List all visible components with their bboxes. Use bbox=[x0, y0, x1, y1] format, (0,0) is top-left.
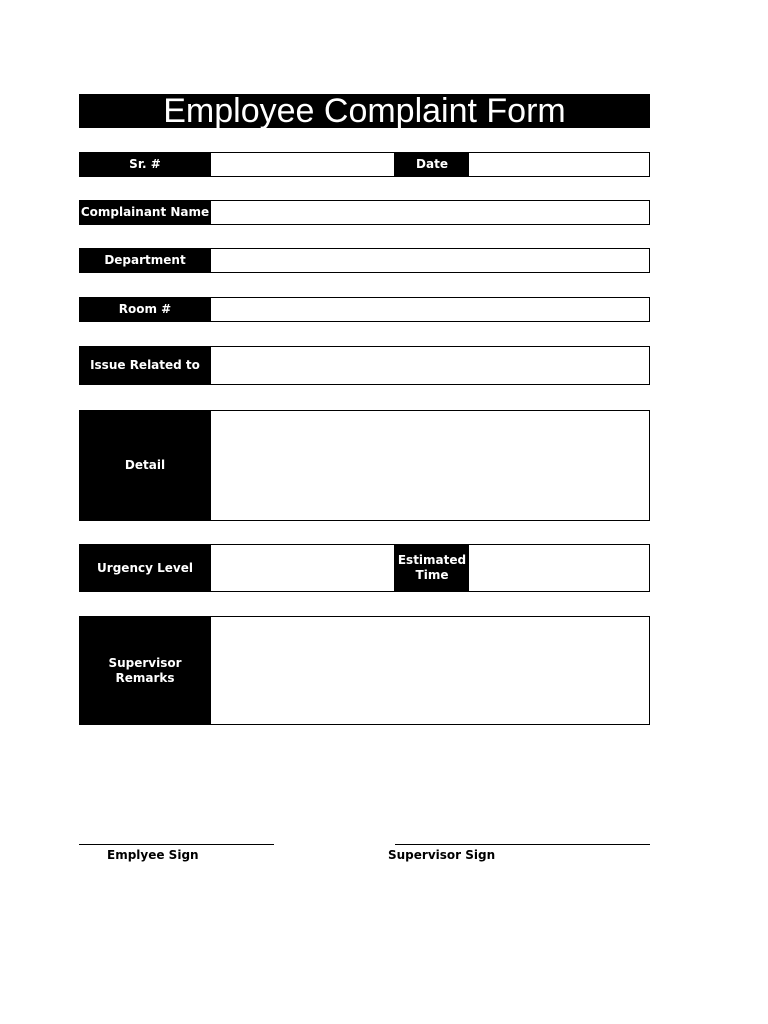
urgency-level-field[interactable] bbox=[210, 544, 395, 592]
form-title: Employee Complaint Form bbox=[79, 94, 650, 128]
sr-no-label: Sr. # bbox=[79, 152, 211, 177]
estimated-time-label bbox=[395, 544, 469, 592]
room-no-field[interactable] bbox=[210, 297, 650, 322]
row-supervisor-remarks bbox=[79, 616, 650, 725]
issue-related-label: Issue Related to bbox=[79, 346, 211, 385]
estimated-time-label-line1: Estimated bbox=[397, 553, 467, 567]
row-complainant-name bbox=[79, 200, 650, 225]
sr-no-field[interactable] bbox=[210, 152, 395, 177]
supervisor-remarks-label: Supervisor Remarks bbox=[79, 616, 211, 725]
department-field[interactable] bbox=[210, 248, 650, 273]
room-no-label: Room # bbox=[79, 297, 211, 322]
employee-sign-label: Emplyee Sign bbox=[107, 848, 199, 862]
supervisor-remarks-field[interactable] bbox=[210, 616, 650, 725]
estimated-time-field[interactable] bbox=[468, 544, 650, 592]
supervisor-sign-label: Supervisor Sign bbox=[388, 848, 496, 862]
row-issue-related bbox=[79, 346, 650, 385]
estimated-time-label-line2: Time bbox=[415, 568, 449, 582]
issue-related-field[interactable] bbox=[210, 346, 650, 385]
date-field[interactable] bbox=[468, 152, 650, 177]
row-room-no bbox=[79, 297, 650, 322]
row-detail bbox=[79, 410, 650, 521]
complainant-name-field[interactable] bbox=[210, 200, 650, 225]
detail-field[interactable] bbox=[210, 410, 650, 521]
complainant-name-label: Complainant Name bbox=[79, 200, 211, 225]
employee-sign-line[interactable] bbox=[79, 844, 274, 845]
row-sr-date bbox=[79, 152, 650, 177]
department-label: Department bbox=[79, 248, 211, 273]
supervisor-sign-line[interactable] bbox=[395, 844, 650, 845]
date-label: Date bbox=[395, 152, 469, 177]
detail-label: Detail bbox=[79, 410, 211, 521]
row-urgency-estimated bbox=[79, 544, 650, 592]
urgency-level-label: Urgency Level bbox=[79, 544, 211, 592]
row-department bbox=[79, 248, 650, 273]
